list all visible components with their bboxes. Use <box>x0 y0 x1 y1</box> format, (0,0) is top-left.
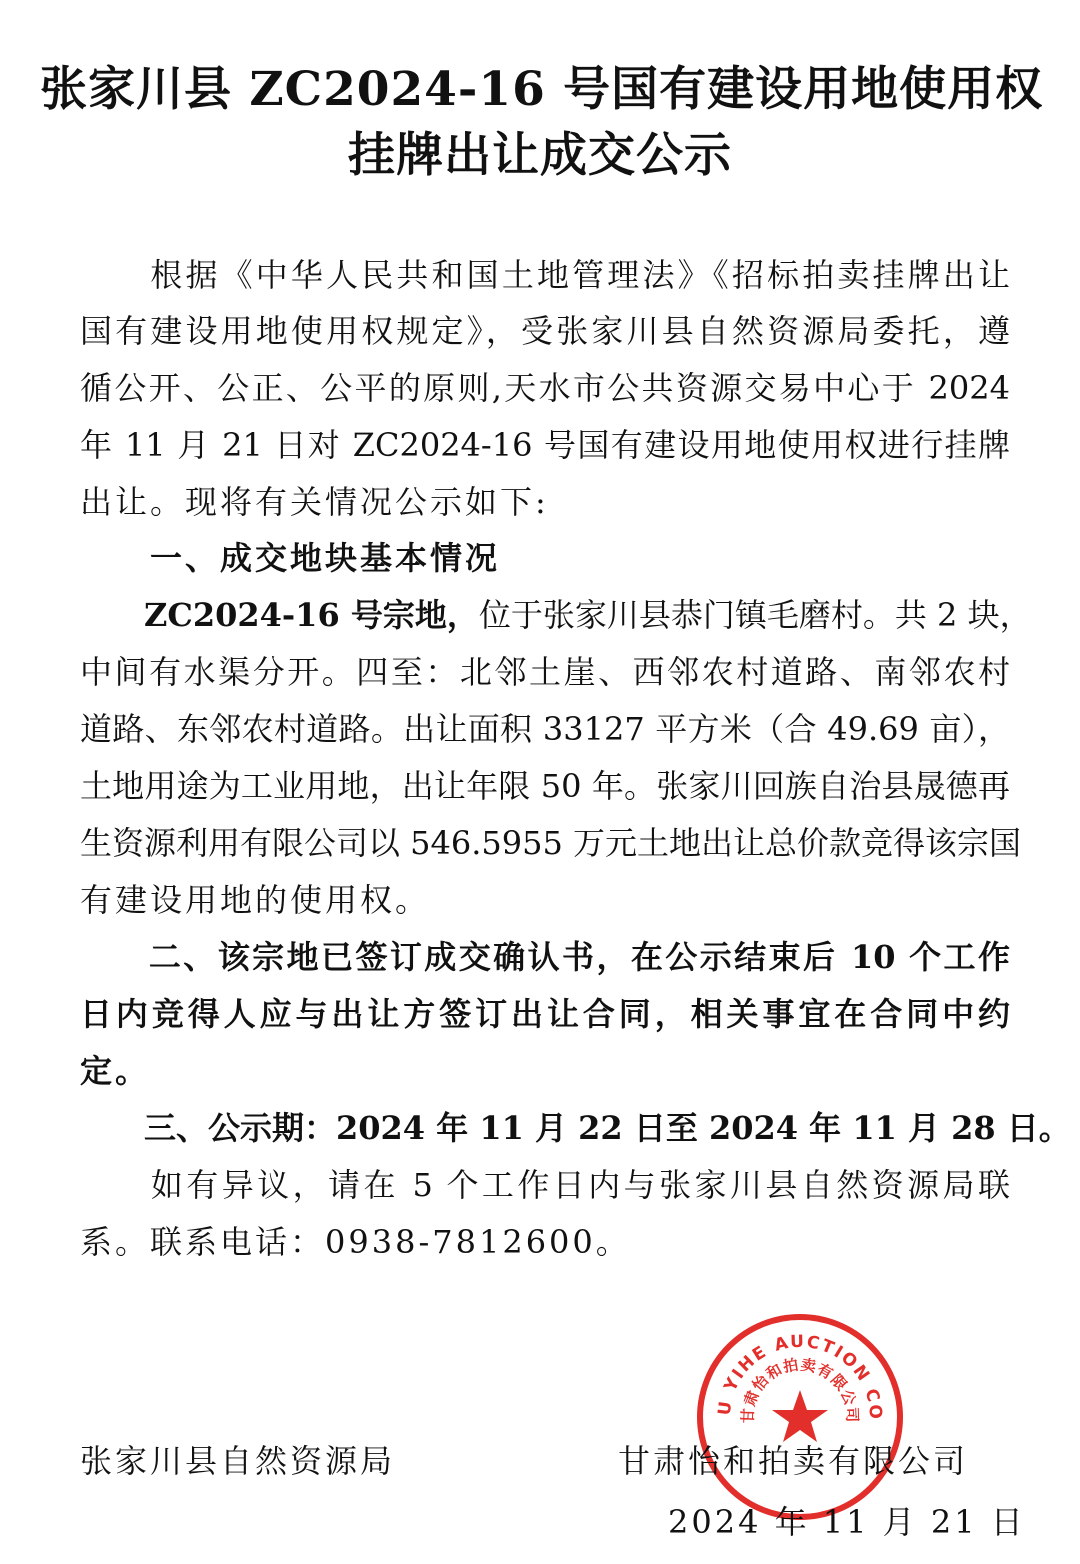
section3-line: 三、公示期：2024 年 11 月 22 日至 2024 年 11 月 28 日。 <box>80 1109 1071 1147</box>
parcel-id: ZC2024-16 号宗地， <box>80 596 479 634</box>
intro-line-4: 年 11 月 21 日对 ZC2024-16 号国有建设用地使用权进行挂牌 <box>80 426 1010 464</box>
title-line-1: 张家川县 ZC2024-16 号国有建设用地使用权 <box>40 62 1044 117</box>
section1-heading: 一、成交地块基本情况 <box>80 539 501 577</box>
section1-line-4: 土地用途为工业用地，出让年限 50 年。张家川回族自治县晟德再 <box>80 767 1010 805</box>
issuer-right-org: 甘肃怡和拍卖有限公司 <box>618 1442 969 1480</box>
contact-line-1: 如有异议，请在 5 个工作日内与张家川县自然资源局联 <box>80 1166 1010 1204</box>
seal-text-en: U YIHE AUCTION CO <box>714 1331 886 1422</box>
section2-line-3: 定。 <box>80 1052 151 1090</box>
section2-line-2: 日内竞得人应与出让方签订出让合同，相关事宜在合同中约 <box>80 995 1010 1033</box>
section1-line-2: 中间有水渠分开。四至：北邻土崖、西邻农村道路、南邻农村 <box>80 653 1010 691</box>
seal-text-cn: 甘肃怡和拍卖有限公司 <box>738 1355 862 1424</box>
section1-line-6: 有建设用地的使用权。 <box>80 881 431 919</box>
intro-line-1: 根据《中华人民共和国土地管理法》《招标拍卖挂牌出让 <box>80 256 1010 294</box>
section2-line-1: 二、该宗地已签订成交确认书，在公示结束后 10 个工作 <box>80 938 1010 976</box>
intro-line-2: 国有建设用地使用权规定》，受张家川县自然资源局委托，遵 <box>80 312 1010 350</box>
intro-line-3: 循公开、公正、公平的原则,天水市公共资源交易中心于 2024 <box>80 369 1010 407</box>
section1-line-3: 道路、东邻农村道路。出让面积 33127 平方米（合 49.69 亩）， <box>80 710 1010 748</box>
issue-date: 2024 年 11 月 21 日 <box>668 1503 1026 1541</box>
section1-line-1 <box>80 595 1032 635</box>
section1-line-5: 生资源利用有限公司以 546.5955 万元土地出让总价款竞得该宗国 <box>80 824 1022 862</box>
red-star-seal-icon <box>695 1312 905 1522</box>
issuer-left-org: 张家川县自然资源局 <box>80 1442 396 1480</box>
contact-line-2: 系。联系电话：0938-7812600。 <box>80 1223 631 1261</box>
intro-line-5: 出让。现将有关情况公示如下: <box>80 483 549 521</box>
title-line-2: 挂牌出让成交公示 <box>348 128 732 183</box>
parcel-location: 位于张家川县恭门镇毛磨村。共 2 块， <box>478 596 1032 634</box>
